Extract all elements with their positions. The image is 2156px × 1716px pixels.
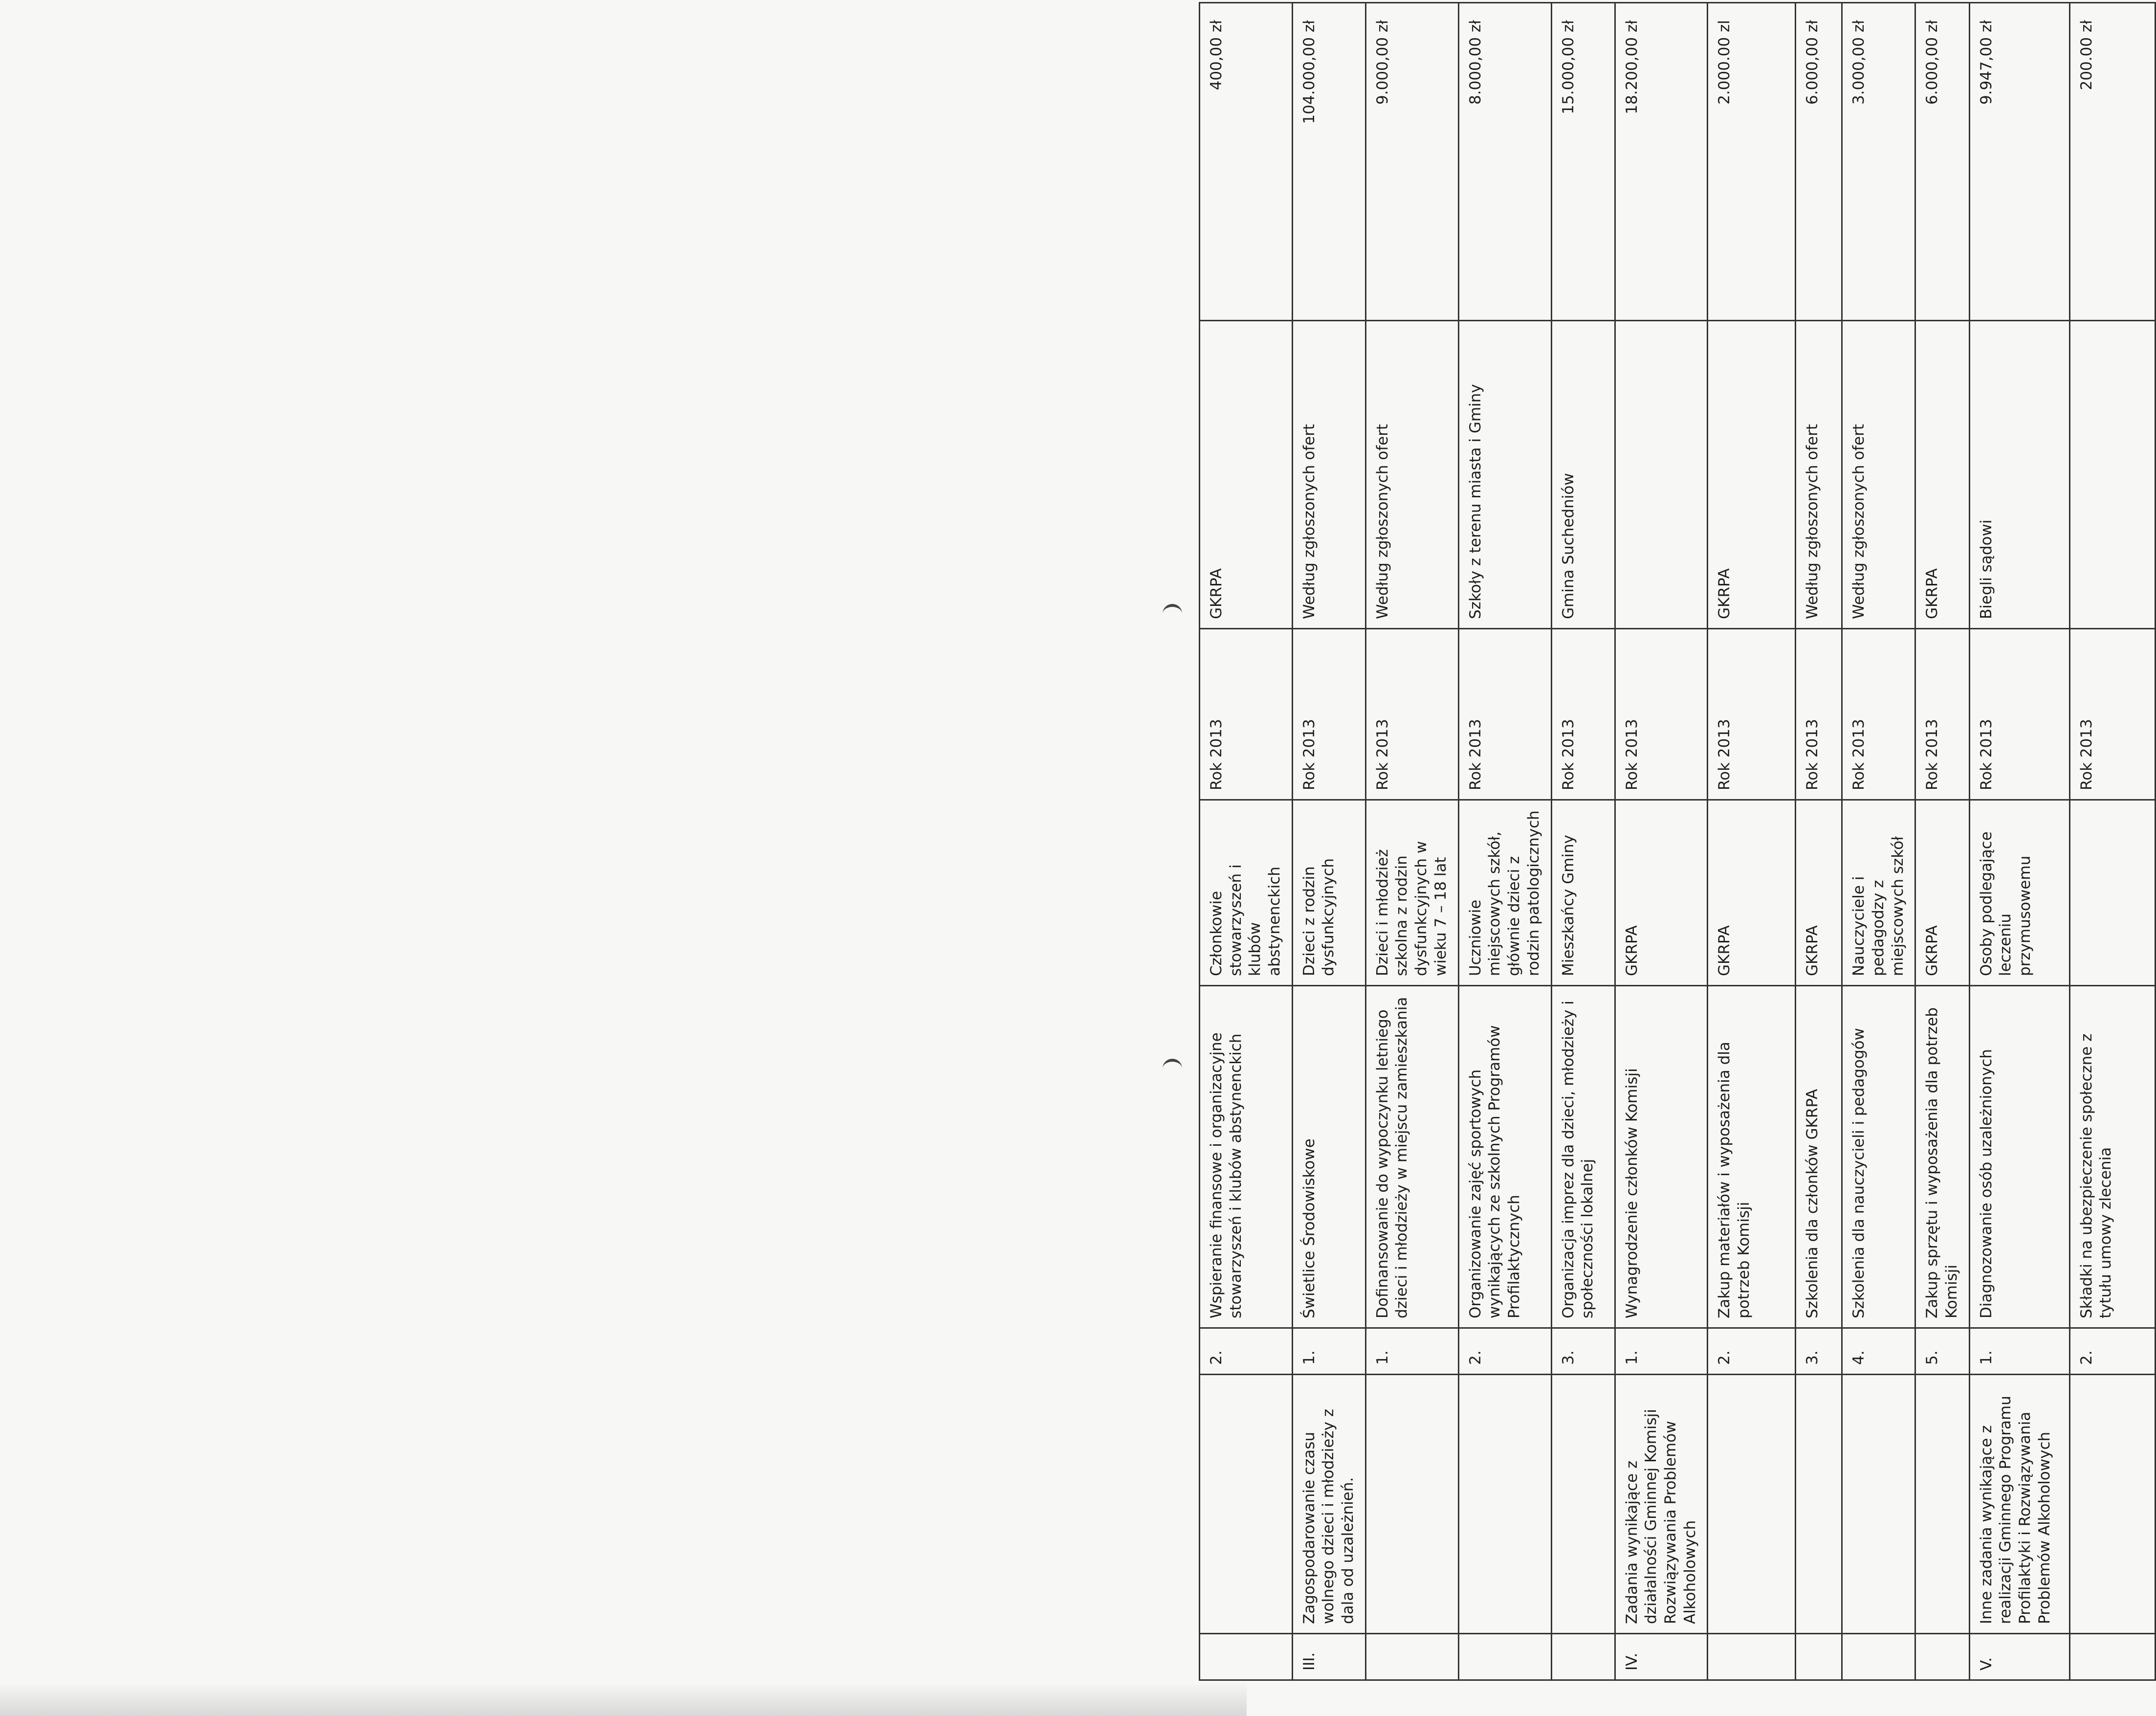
- section-number: [1551, 1634, 1615, 1680]
- executor-cell: GKRPA: [1915, 321, 1969, 629]
- item-number: 1.: [1969, 1328, 2069, 1375]
- item-number: 2.: [2069, 1328, 2155, 1375]
- item-number: 1.: [1292, 1328, 1365, 1375]
- recipients-cell: [2069, 800, 2155, 986]
- page-edge-shadow: [0, 1682, 1247, 1716]
- section-number: [1365, 1634, 1458, 1680]
- category-cell: [1551, 1375, 1615, 1634]
- amount-cell: 3.000,00 zł: [1842, 3, 1915, 321]
- executor-cell: Gmina Suchedniów: [1551, 321, 1615, 629]
- recipients-cell: Dzieci i młodzież szkolna z rodzin dysfunkcyjnych w wieku 7 – 18 lat: [1365, 800, 1458, 986]
- category-cell: Zadania wynikające z działalności Gminnej Komisji Rozwiązywania Problemów Alkoholowych: [1615, 1375, 1708, 1634]
- amount-cell: 2.000.00 zl: [1708, 3, 1796, 321]
- table-row: [1842, 3, 1915, 1680]
- executor-cell: [2069, 321, 2155, 629]
- amount-cell: 104.000,00 zł: [1292, 3, 1365, 321]
- task-cell: Zakup materiałów i wyposażenia dla potrzeb Komisji: [1708, 986, 1796, 1328]
- punch-hole-mark: [1163, 1059, 1182, 1078]
- program-tasks-table: [1199, 2, 2156, 1681]
- section-number: V.: [1969, 1634, 2069, 1680]
- table-row: [1796, 3, 1842, 1680]
- item-number: 2.: [1708, 1328, 1796, 1375]
- item-number: 1.: [1615, 1328, 1708, 1375]
- section-number: [1842, 1634, 1915, 1680]
- task-cell: Świetlice Środowiskowe: [1292, 986, 1365, 1328]
- recipients-cell: Nauczyciele i pedagodzy z miejscowych szkół: [1842, 800, 1915, 986]
- item-number: 5.: [1915, 1328, 1969, 1375]
- category-cell: [1796, 1375, 1842, 1634]
- term-cell: Rok 2013: [1915, 629, 1969, 800]
- task-cell: Zakup sprzętu i wyposażenia dla potrzeb Komisji: [1915, 986, 1969, 1328]
- table-row: [1708, 3, 1796, 1680]
- executor-cell: Według zgłoszonych ofert: [1796, 321, 1842, 629]
- term-cell: Rok 2013: [1615, 629, 1708, 800]
- task-cell: Dofinansowanie do wypoczynku letniego dzieci i młodzieży w miejscu zamieszkania: [1365, 986, 1458, 1328]
- table-row: [1365, 3, 1458, 1680]
- amount-cell: 400,00 zł: [1200, 3, 1293, 321]
- amount-cell: 18.200,00 zł: [1615, 3, 1708, 321]
- recipients-cell: Dzieci z rodzin dysfunkcyjnych: [1292, 800, 1365, 986]
- recipients-cell: GKRPA: [1615, 800, 1708, 986]
- task-cell: Wynagrodzenie członków Komisji: [1615, 986, 1708, 1328]
- term-cell: Rok 2013: [1365, 629, 1458, 800]
- term-cell: Rok 2013: [1796, 629, 1842, 800]
- term-cell: Rok 2013: [1458, 629, 1551, 800]
- section-number: [1708, 1634, 1796, 1680]
- item-number: 1.: [1365, 1328, 1458, 1375]
- table-row: [1551, 3, 1615, 1680]
- term-cell: Rok 2013: [1969, 629, 2069, 800]
- table-row: [1969, 3, 2069, 1680]
- category-cell: [1458, 1375, 1551, 1634]
- item-number: 4.: [1842, 1328, 1915, 1375]
- item-number: 2.: [1200, 1328, 1293, 1375]
- executor-cell: GKRPA: [1200, 321, 1293, 629]
- term-cell: Rok 2013: [1200, 629, 1293, 800]
- executor-cell: Według zgłoszonych ofert: [1365, 321, 1458, 629]
- item-number: 3.: [1796, 1328, 1842, 1375]
- table-row: [1292, 3, 1365, 1680]
- table-row: [1458, 3, 1551, 1680]
- category-cell: [1200, 1375, 1293, 1634]
- task-cell: Diagnozowanie osób uzależnionych: [1969, 986, 2069, 1328]
- section-number: [1200, 1634, 1293, 1680]
- category-cell: [1842, 1375, 1915, 1634]
- category-cell: [1915, 1375, 1969, 1634]
- executor-cell: Według zgłoszonych ofert: [1292, 321, 1365, 629]
- recipients-cell: GKRPA: [1708, 800, 1796, 986]
- recipients-cell: GKRPA: [1796, 800, 1842, 986]
- section-number: IV.: [1615, 1634, 1708, 1680]
- table-row: [1915, 3, 1969, 1680]
- recipients-cell: Członkowie stowarzyszeń i klubów abstynenckich: [1200, 800, 1293, 986]
- table-row: [1200, 3, 1293, 1680]
- category-cell: [1365, 1375, 1458, 1634]
- executor-cell: Biegli sądowi: [1969, 321, 2069, 629]
- category-cell: Zagospodarowanie czasu wolnego dzieci i młodzieży z dala od uzależnień.: [1292, 1375, 1365, 1634]
- amount-cell: 200.00 zł: [2069, 3, 2155, 321]
- category-cell: [2069, 1375, 2155, 1634]
- item-number: 3.: [1551, 1328, 1615, 1375]
- amount-cell: 6.000,00 zł: [1915, 3, 1969, 321]
- table-row: [1615, 3, 1708, 1680]
- task-cell: Szkolenia dla członków GKRPA: [1796, 986, 1842, 1328]
- executor-cell: GKRPA: [1708, 321, 1796, 629]
- term-cell: Rok 2013: [1551, 629, 1615, 800]
- task-cell: Organizacja imprez dla dzieci, młodzieży i społeczności lokalnej: [1551, 986, 1615, 1328]
- term-cell: Rok 2013: [1708, 629, 1796, 800]
- section-number: III.: [1292, 1634, 1365, 1680]
- amount-cell: 9.000,00 zł: [1365, 3, 1458, 321]
- amount-cell: 15.000,00 zł: [1551, 3, 1615, 321]
- term-cell: Rok 2013: [2069, 629, 2155, 800]
- category-cell: [1708, 1375, 1796, 1634]
- section-number: [1796, 1634, 1842, 1680]
- amount-cell: 6.000,00 zł: [1796, 3, 1842, 321]
- term-cell: Rok 2013: [1842, 629, 1915, 800]
- term-cell: Rok 2013: [1292, 629, 1365, 800]
- section-number: [1458, 1634, 1551, 1680]
- recipients-cell: GKRPA: [1915, 800, 1969, 986]
- category-cell: Inne zadania wynikające z realizacji Gminnego Programu Profilaktyki i Rozwiązywania Problemów Alkoholowych: [1969, 1375, 2069, 1634]
- task-cell: Wspieranie finansowe i organizacyjne stowarzyszeń i klubów abstynenckich: [1200, 986, 1293, 1328]
- table-body: [1200, 3, 2156, 1680]
- amount-cell: 8.000,00 zł: [1458, 3, 1551, 321]
- executor-cell: Według zgłoszonych ofert: [1842, 321, 1915, 629]
- executor-cell: [1615, 321, 1708, 629]
- task-cell: Składki na ubezpieczenie społeczne z tytułu umowy zlecenia: [2069, 986, 2155, 1328]
- rotated-document-page: [1199, 3, 2123, 1681]
- task-cell: Organizowanie zajęć sportowych wynikających ze szkolnych Programów Profilaktycznych: [1458, 986, 1551, 1328]
- section-number: [2069, 1634, 2155, 1680]
- recipients-cell: Mieszkańcy Gminy: [1551, 800, 1615, 986]
- recipients-cell: Uczniowie miejscowych szkół, głównie dzieci z rodzin patologicznych: [1458, 800, 1551, 986]
- amount-cell: 9.947,00 zł: [1969, 3, 2069, 321]
- item-number: 2.: [1458, 1328, 1551, 1375]
- task-cell: Szkolenia dla nauczycieli i pedagogów: [1842, 986, 1915, 1328]
- table-row: [2069, 3, 2155, 1680]
- section-number: [1915, 1634, 1969, 1680]
- recipients-cell: Osoby podlegające leczeniu przymusowemu: [1969, 800, 2069, 986]
- punch-hole-mark: [1163, 604, 1182, 624]
- executor-cell: Szkoły z terenu miasta i Gminy: [1458, 321, 1551, 629]
